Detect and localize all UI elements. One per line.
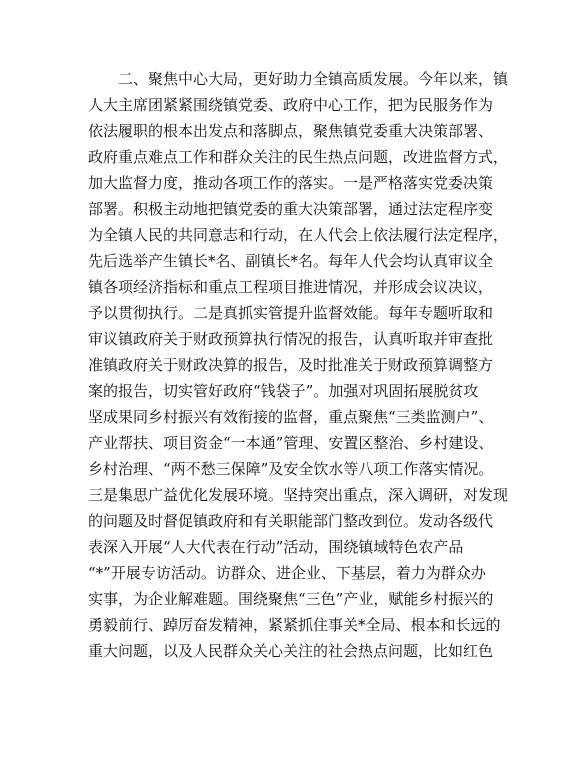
text-line: 乡村治理、“两不愁三保障”及安全饮水等八项工作落实情况。 bbox=[88, 460, 494, 478]
text-line: 政府重点难点工作和群众关注的民生热点问题，改进监督方式， bbox=[88, 148, 509, 166]
text-line: 三是集思广益优化发展环境。坚持突出重点，深入调研，对发现 bbox=[88, 486, 509, 504]
text-line: 实事，为企业解难题。围绕聚焦“三色”产业，赋能乡村振兴的 bbox=[88, 590, 494, 608]
text-line: 镇各项经济指标和重点工程项目推进情况，并形成会议决议， bbox=[88, 278, 494, 296]
text-line: 的问题及时督促镇政府和有关职能部门整改到位。发动各级代 bbox=[88, 512, 494, 530]
body-paragraph bbox=[88, 66, 508, 664]
text-line: 产业帮扶、项目资金“一本通”管理、安置区整治、乡村建设、 bbox=[88, 434, 494, 452]
text-line: 加大监督力度，推动各项工作的落实。一是严格落实党委决策 bbox=[88, 174, 494, 192]
text-line: 为全镇人民的共同意志和行动，在人代会上依法履行法定程序， bbox=[88, 226, 509, 244]
text-line: 二、聚焦中心大局，更好助力全镇高质发展。今年以来，镇 bbox=[118, 70, 509, 88]
text-line: 勇毅前行、踔厉奋发精神，紧紧抓住事关*全局、根本和长远的 bbox=[88, 616, 501, 634]
text-line: 准镇政府关于财政决算的报告，及时批准关于财政预算调整方 bbox=[88, 356, 494, 374]
text-line: 先后选举产生镇长*名、副镇长*名。每年人代会均认真审议全 bbox=[88, 252, 494, 270]
text-line: 予以贯彻执行。二是真抓实管提升监督效能。每年专题听取和 bbox=[88, 304, 494, 322]
text-line: 部署。积极主动地把镇党委的重大决策部署，通过法定程序变 bbox=[88, 200, 494, 218]
text-line: 人大主席团紧紧围绕镇党委、政府中心工作，把为民服务作为 bbox=[88, 96, 494, 114]
text-line: 表深入开展“人大代表在行动”活动，围绕镇域特色农产品 bbox=[88, 538, 464, 556]
text-line: 重大问题，以及人民群众关心关注的社会热点问题，比如红色 bbox=[88, 642, 494, 660]
text-line: 审议镇政府关于财政预算执行情况的报告，认真听取并审查批 bbox=[88, 330, 494, 348]
text-line: 坚成果同乡村振兴有效衔接的监督，重点聚焦“三类监测户”、 bbox=[88, 408, 494, 426]
text-line: “*”开展专访活动。访群众、进企业、下基层，着力为群众办 bbox=[88, 564, 486, 582]
text-line: 依法履职的根本出发点和落脚点，聚焦镇党委重大决策部署、 bbox=[88, 122, 494, 140]
text-line: 案的报告，切实管好政府“钱袋子”。加强对巩固拓展脱贫攻 bbox=[88, 382, 479, 400]
